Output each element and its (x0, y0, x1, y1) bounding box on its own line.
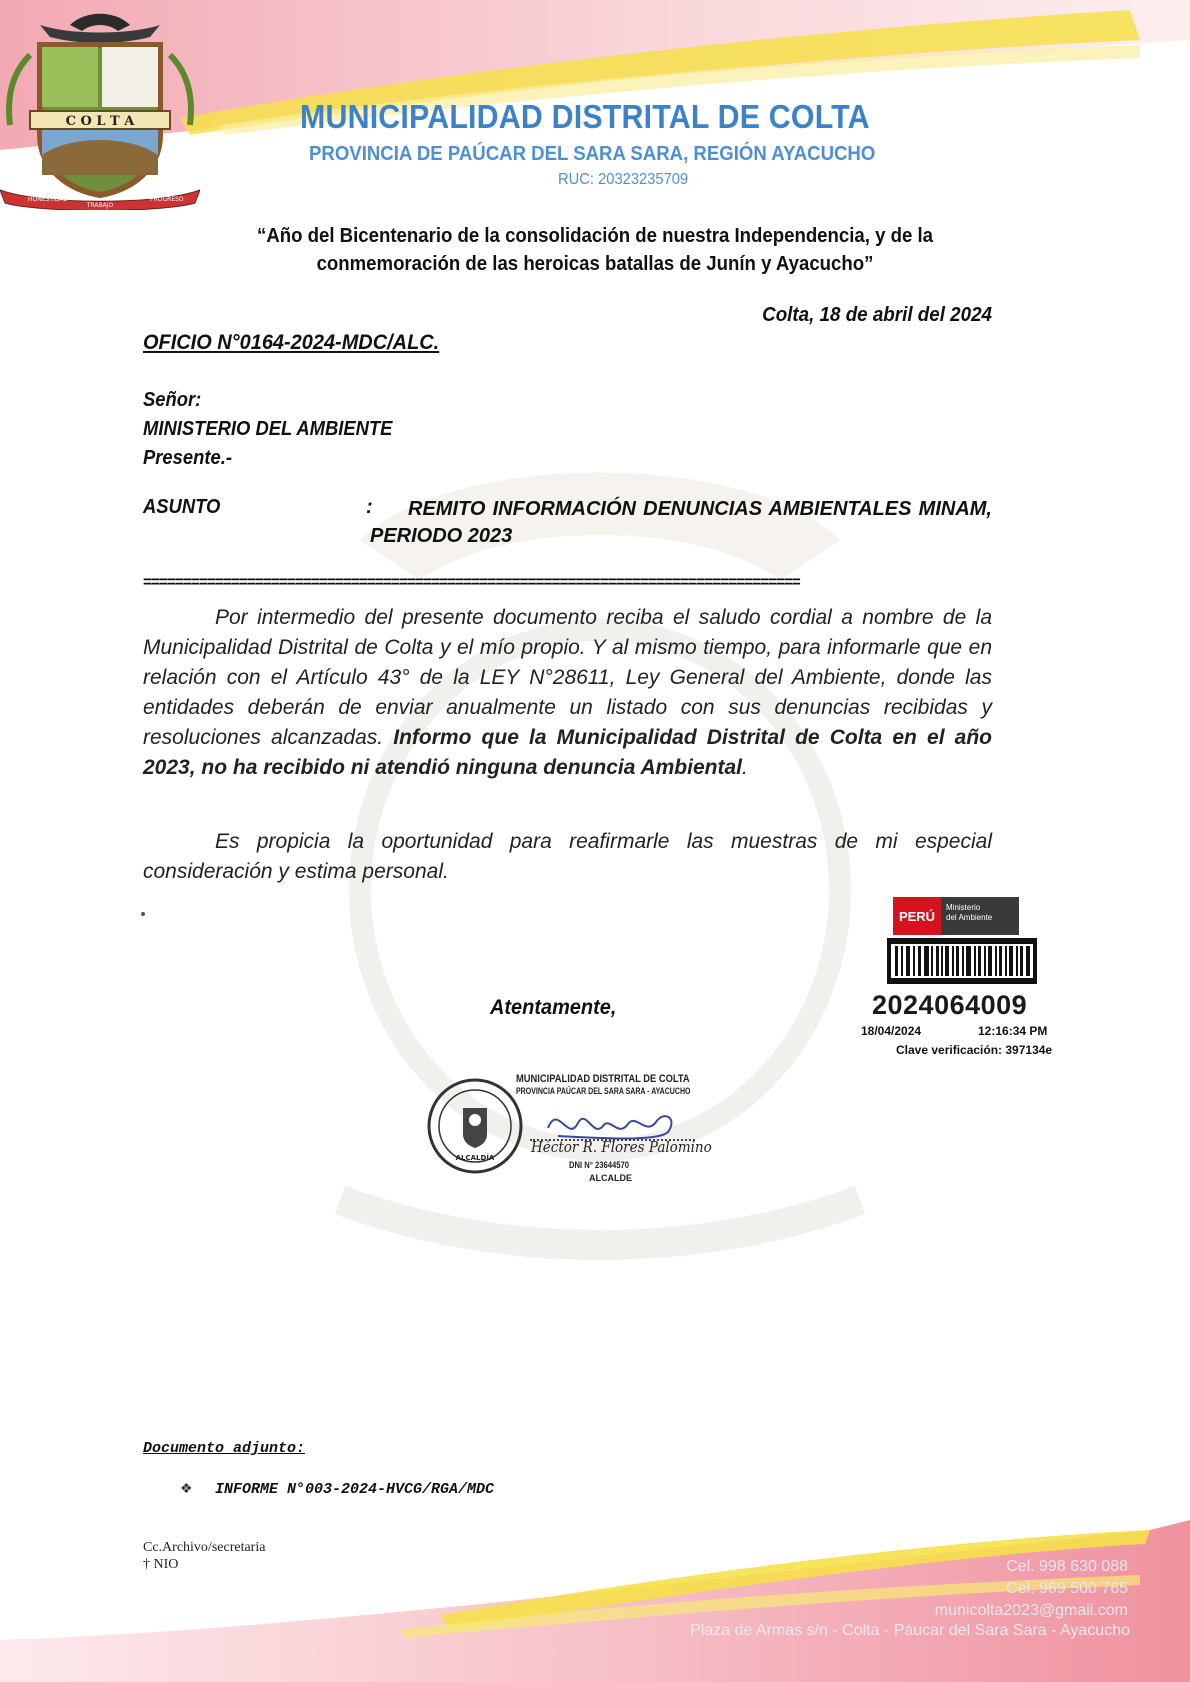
separator-line: ================================================================================== (143, 574, 800, 591)
ministry-line-1: Ministerio (946, 903, 981, 912)
signer-dni: DNI N° 23644570 (569, 1160, 630, 1170)
stamp-date: 18/04/2024 (861, 1024, 922, 1038)
addressee-name: MINISTERIO DEL AMBIENTE (143, 418, 393, 440)
seal-label: ALCALDÍA (455, 1154, 495, 1162)
body-paragraph-1 (143, 603, 992, 783)
oficio-number: OFICIO N°0164-2024-MDC/ALC. (143, 331, 440, 354)
motto-line-2: conmemoración de las heroicas batallas de Junín y Ayacucho” (316, 253, 874, 275)
verification-key: Clave verificación: 397134e (896, 1043, 1053, 1057)
footer-email: municolta2023@gmail.com (934, 1602, 1128, 1619)
signature-header-1: MUNICIPALIDAD DISTRITAL DE COLTA (516, 1073, 690, 1085)
logo-ribbon-center: TRABAJO (86, 202, 114, 209)
footer-phone-2: Cel. 969 500 765 (1006, 1580, 1128, 1597)
ministry-label (946, 903, 1016, 923)
attachments-label: Documento adjunto: (143, 1440, 306, 1457)
minam-logo-box (893, 897, 1019, 935)
body-p1-end: . (741, 756, 748, 779)
signer-name: Héctor R. Flores Palomino (531, 1138, 712, 1156)
presente: Presente.- (143, 447, 232, 469)
motto-line-1: “Año del Bicentenario de la consolidación de nuestra Independencia, y de la (257, 225, 933, 247)
closing: Atentamente, (490, 996, 617, 1019)
cc-line-1: Cc.Archivo/secretaria (143, 1540, 266, 1555)
addressee-block (143, 386, 392, 473)
body-p1-bold: Informo que la Municipalidad Distrital de Colta en el año 2023, no ha recibido ni atendió ninguna denuncia Ambiental (143, 726, 992, 779)
official-seal (425, 1076, 525, 1176)
body-p1-text: Por intermedio del presente documento reciba el saludo cordial a nombre de la Municipalidad Distrital de Colta y el mío propio. Y al mismo tiempo, para informarle que en relación con el Artículo 43° de la LEY N°28611, Ley General del Ambiente, donde las entidades deberán de enviar anualmente un listado con sus denuncias recibidas y resoluciones alcanzadas. (143, 606, 992, 749)
municipal-crest-logo (0, 5, 200, 210)
peru-label: PERÚ (893, 897, 941, 935)
salutation: Señor: (143, 389, 202, 411)
signature-header-2: PROVINCIA PAÚCAR DEL SARA SARA - AYACUCHO (516, 1086, 691, 1096)
diamond-bullet-icon: ❖ (180, 1480, 193, 1496)
attachment-item: INFORME N°003-2024-HVCG/RGA/MDC (215, 1481, 495, 1498)
subject-label: ASUNTO (143, 496, 221, 518)
document-date: Colta, 18 de abril del 2024 (762, 304, 992, 326)
ruc-number: RUC: 20323235709 (558, 171, 689, 188)
subject-text: REMITO INFORMACIÓN DENUNCIAS AMBIENTALES MINAM, PERIODO 2023 (370, 498, 992, 547)
year-motto (200, 222, 991, 278)
tramite-number: 2024064009 (872, 990, 1028, 1020)
cc-line-2: † NIO (143, 1557, 179, 1572)
ministry-line-2: del Ambiente (946, 913, 993, 922)
logo-ribbon-right: PROGRESO (150, 196, 184, 203)
stamp-time: 12:16:34 PM (978, 1024, 1048, 1038)
municipality-title: MUNICIPALIDAD DISTRITAL DE COLTA (300, 98, 870, 135)
barcode-icon (887, 938, 1037, 984)
signer-role: ALCALDE (589, 1173, 632, 1183)
province-subtitle: PROVINCIA DE PAÚCAR DEL SARA SARA, REGIÓN AYACUCHO (309, 143, 876, 165)
body-paragraph-2: Es propicia la oportunidad para reafirmarle las muestras de mi especial consideración y estima personal. (143, 830, 992, 883)
stray-dot (141, 912, 145, 916)
logo-ribbon-left: HONESTIDAD (28, 196, 68, 203)
cc-block (143, 1539, 265, 1573)
footer-contact (935, 1556, 1128, 1622)
footer-phone-1: Cel. 998 630 088 (1006, 1558, 1128, 1575)
logo-text: C O L T A (65, 114, 135, 129)
subject-colon: : (366, 496, 373, 518)
footer-address: Plaza de Armas s/n - Colta - Páucar del Sara Sara - Ayacucho (690, 1622, 1130, 1639)
